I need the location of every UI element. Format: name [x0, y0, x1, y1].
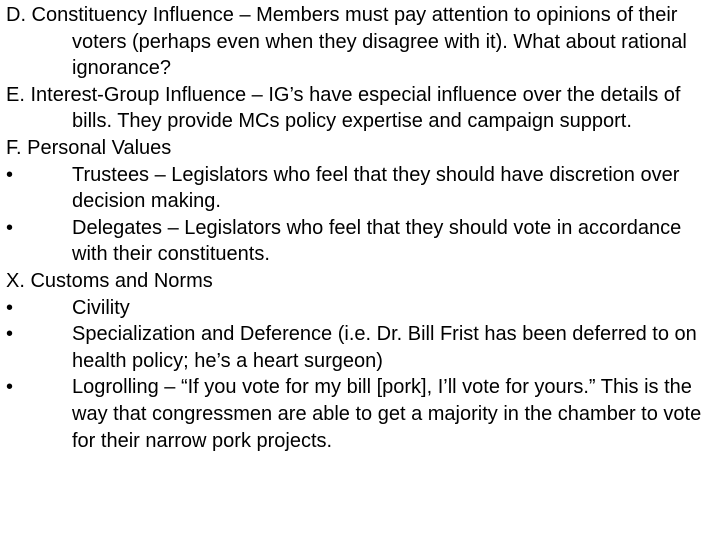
- bullet-logrolling: [6, 374, 718, 454]
- bullet-delegates: [6, 215, 718, 268]
- bullet-marker: •: [6, 296, 14, 319]
- bullet-marker: •: [6, 376, 14, 399]
- bullet-text: Trustees – Legislators who feel that they should have discretion over decision making.: [72, 163, 680, 213]
- personal-values-heading: F. Personal Values: [6, 136, 172, 159]
- bullet-specialization: [6, 321, 718, 374]
- bullet-marker: •: [6, 216, 14, 239]
- bullet-text: Logrolling – “If you vote for my bill [pork], I’ll vote for yours.” This is the way that congressmen are able to get a majority in the chamber to vote for their narrow pork projects.: [72, 376, 702, 452]
- bullet-trustees: [6, 162, 718, 215]
- bullet-marker: •: [6, 163, 14, 186]
- customs-and-norms-heading: X. Customs and Norms: [6, 269, 213, 292]
- bullet-civility: [6, 295, 718, 322]
- slide-body: [6, 2, 718, 454]
- bullet-text: Delegates – Legislators who feel that they should vote in accordance with their constituents.: [72, 216, 682, 266]
- interest-group-influence-item: E. Interest-Group Influence – IG’s have especial influence over the details of bills. They provide MCs policy expertise and campaign support.: [6, 83, 681, 133]
- bullet-marker: •: [6, 323, 14, 346]
- constituency-influence-item: D. Constituency Influence – Members must pay attention to opinions of their voters (perhaps even when they disagree with it). What about rational ignorance?: [6, 4, 687, 80]
- bullet-text: Civility: [72, 296, 130, 319]
- bullet-text: Specialization and Deference (i.e. Dr. Bill Frist has been deferred to on health policy; he’s a heart surgeon): [72, 323, 697, 372]
